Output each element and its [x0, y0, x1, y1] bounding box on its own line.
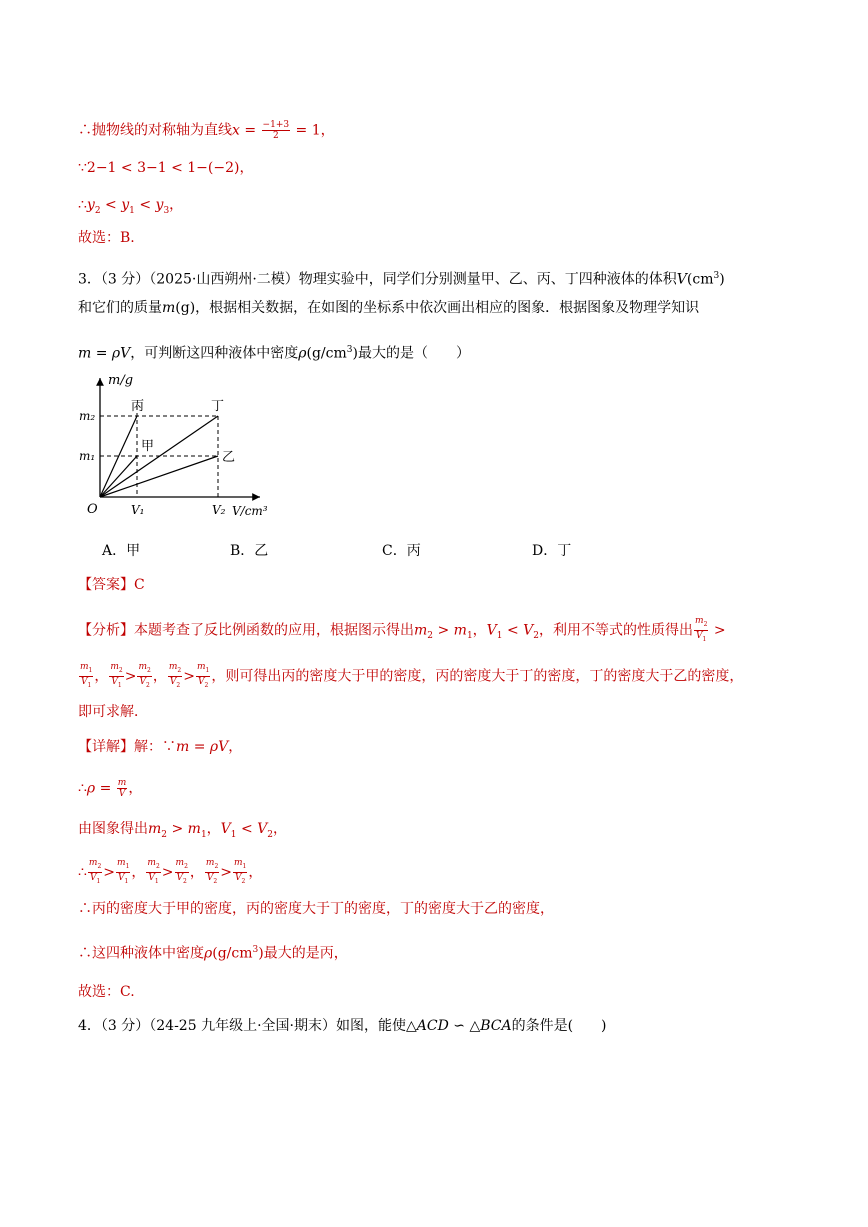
option-d-text: 丁 — [557, 543, 572, 559]
answer-tag: 【答案】 — [78, 577, 134, 593]
option-c-label: C． — [382, 543, 407, 559]
option-a — [102, 540, 140, 560]
q4-source: （24-25 九年级上·全国·期末） — [149, 1018, 336, 1034]
q4-text: 如图，能使 — [335, 1018, 406, 1034]
analysis-line-1: 【分析】本题考查了反比例函数的应用，根据图示得出$m_2 > m_1$，$V_1 < V_2$，利用不等式的性质得出 $\frac{m_2}{V_1}$ > — [78, 616, 726, 643]
option-d-label: D． — [532, 543, 558, 559]
density-graph — [75, 370, 285, 525]
detail-line-6: ∴这四种液体中密度$\rho(g/cm^3)$最大的是丙， — [78, 945, 348, 962]
q3-text-3: ，可判断这四种液体中密度 — [130, 345, 299, 362]
order-line: $\therefore y_2 < y_1 < y_3$， — [78, 197, 184, 216]
v1-label: V₁ — [131, 503, 145, 517]
q4-number: 4．（3 分） — [78, 1018, 150, 1034]
q3-text-2: 和它们的质量 — [78, 300, 162, 316]
y-axis-label: m/g — [108, 373, 134, 388]
analysis-line-3: 即可求解． — [78, 704, 148, 720]
option-b-label: B． — [230, 543, 255, 559]
detail-text-1: 解：∵ — [134, 739, 176, 755]
label-ding: 丁 — [211, 399, 225, 414]
q3-number: 3．（3 分） — [78, 271, 150, 288]
x-axis-label: V/cm³ — [232, 504, 268, 518]
option-c-text: 丙 — [406, 543, 421, 559]
detail-line-7: 故选：C. — [78, 984, 135, 1000]
detail-tag: 【详解】 — [78, 739, 134, 755]
origin-label: O — [87, 502, 98, 517]
option-b-text: 乙 — [254, 543, 269, 559]
detail-text-3: 由图象得出 — [78, 821, 148, 837]
answer-line — [78, 575, 145, 595]
v2-label: V₂ — [212, 503, 226, 517]
label-jia: 甲 — [141, 439, 155, 454]
m2-label: m₂ — [79, 409, 96, 423]
compare-line: ∵2−1 < 3−1 < 1−(−2)， — [78, 160, 254, 176]
detail-line-4: ∴ $\frac{m_2}{V_1}$ > $\frac{m_1}{V_1}$ ， $\frac{m_2}{V_1}$ > $\frac{m_2}{V_2}$ ， $\frac{m_2}{V_2}$ > $\frac{m_1}{V_2}$ ， — [78, 858, 263, 885]
detail-text-6b: 最大的是丙， — [263, 945, 348, 962]
q3-options — [102, 540, 622, 560]
option-a-text: 甲 — [126, 543, 141, 559]
q3-line-1: 3．（3 分）（2025·山西朔州·二模）物理实验中，同学们分别测量甲、乙、丙、丁四种液体的体积$V(cm^3)$ — [78, 271, 725, 288]
analysis-text-1b: ，利用不等式的性质得出 — [539, 622, 694, 639]
option-b — [230, 540, 268, 560]
q4-line: 4．（3 分）（24-25 九年级上·全国·期末）如图，能使△ACD ∽ △BCA的条件是( ) — [78, 1018, 607, 1034]
label-yi: 乙 — [222, 450, 236, 465]
q4-text-b: 的条件是( ) — [511, 1018, 607, 1034]
analysis-text-1: 本题考查了反比例函数的应用，根据图示得出 — [134, 622, 414, 639]
axis-line-text: ∴抛物线的对称轴为直线 — [78, 122, 232, 139]
analysis-tag: 【分析】 — [78, 622, 134, 639]
order-line-end: ， — [169, 197, 184, 213]
detail-line-5: ∴丙的密度大于甲的密度，丙的密度大于丁的密度，丁的密度大于乙的密度， — [78, 901, 554, 917]
detail-line-3: 由图象得出$m_2 > m_1$，$V_1 < V_2$， — [78, 821, 288, 840]
detail-line-1: 【详解】解：∵m = ρV， — [78, 739, 243, 755]
analysis-text-2: ，则可得出丙的密度大于甲的密度，丙的密度大于丁的密度，丁的密度大于乙的密度， — [211, 668, 744, 685]
axis-fraction: $\frac{-1+3}{2}$ — [262, 120, 290, 141]
option-c — [382, 540, 421, 560]
axis-line: ∴抛物线的对称轴为直线x = $\frac{-1+3}{2}$ = 1， — [78, 120, 335, 141]
label-bing: 丙 — [131, 399, 145, 414]
q3-line-3: m = ρV，可判断这四种液体中密度$\rho(g/cm^3)$最大的是（ ） — [78, 345, 470, 362]
q3-text-2b: ，根据相关数据，在如图的坐标系中依次画出相应的图象．根据图象及物理学知识 — [195, 300, 700, 316]
answer-value: C — [134, 577, 145, 593]
detail-line-2: ∴ρ = $\frac{m}{V}$ ， — [78, 778, 143, 799]
q3-source: （2025·山西朔州·二模） — [149, 271, 299, 288]
detail-text-6: ∴这四种液体中密度 — [78, 945, 204, 962]
option-a-label: A． — [102, 543, 127, 559]
prev-answer: 故选：B. — [78, 230, 135, 246]
analysis-line-2: $\frac{m_1}{V_1}$ ， $\frac{m_2}{V_1}$ > $\frac{m_2}{V_2}$ ， $\frac{m_2}{V_2}$ > $\frac{m_1}{V_2}$ ，则可得出丙的密度大于甲的密度，丙的密度大于丁的密度，丁的密度大于乙的密度， — [80, 662, 744, 689]
m1-label: m₁ — [79, 449, 96, 463]
q3-text-1: 物理实验中，同学们分别测量甲、乙、丙、丁四种液体的体积 — [298, 271, 677, 288]
option-d — [532, 540, 571, 560]
q3-text-3b: 最大的是（ ） — [357, 345, 470, 362]
q3-line-2: 和它们的质量m(g)，根据相关数据，在如图的坐标系中依次画出相应的图象．根据图象及物理学知识 — [78, 300, 700, 316]
